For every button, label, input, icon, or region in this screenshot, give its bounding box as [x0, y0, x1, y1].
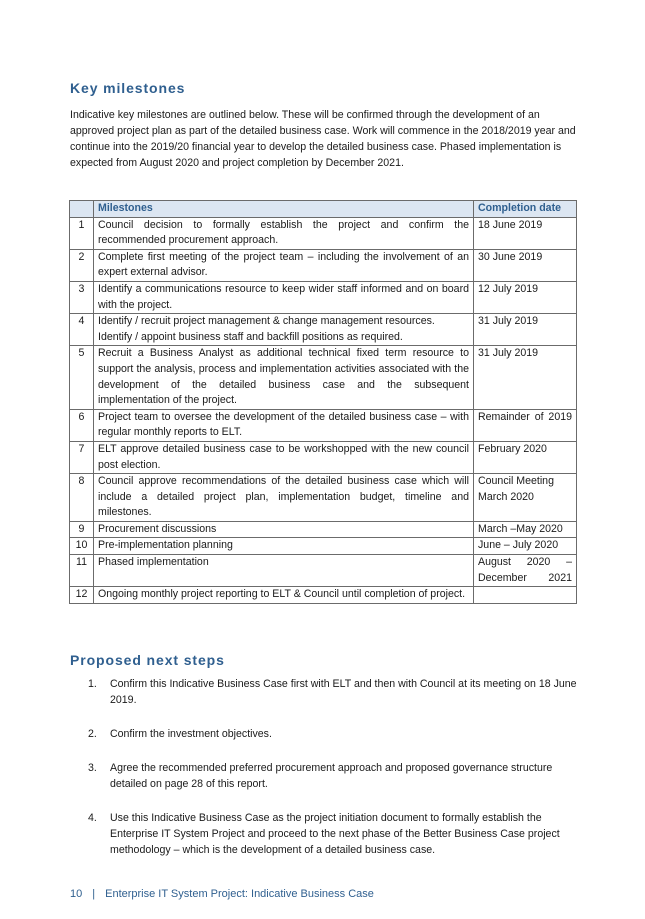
completion-date: 18 June 2019: [474, 217, 577, 249]
completion-date: June – July 2020: [474, 538, 577, 555]
row-number: 6: [70, 409, 94, 441]
table-row: [70, 314, 577, 346]
footer-separator: |: [92, 888, 96, 900]
list-item-number: 1.: [88, 678, 97, 690]
next-steps-list: [88, 676, 578, 876]
row-number: 5: [70, 346, 94, 409]
row-number: 2: [70, 249, 94, 281]
completion-date: 31 July 2019: [474, 346, 577, 409]
header-completion-date: Completion date: [474, 201, 577, 218]
completion-date: March –May 2020: [474, 521, 577, 538]
completion-date: 30 June 2019: [474, 249, 577, 281]
table-row: [70, 521, 577, 538]
footer-document-title: Enterprise IT System Project: Indicative Business Case: [105, 888, 374, 900]
milestone-description: Identify a communications resource to keep wider staff informed and on board with the project.: [94, 281, 474, 313]
milestone-description: Pre-implementation planning: [94, 538, 474, 555]
table-row: [70, 555, 577, 587]
key-milestones-heading: Key milestones: [70, 80, 186, 96]
table-row: [70, 538, 577, 555]
row-number: 12: [70, 587, 94, 604]
header-number: [70, 201, 94, 218]
completion-date: August 2020 – December 2021: [474, 555, 577, 587]
milestone-description: Procurement discussions: [94, 521, 474, 538]
milestone-description: Complete first meeting of the project team – including the involvement of an expert external advisor.: [94, 249, 474, 281]
milestone-description: Council approve recommendations of the detailed business case which will include a detailed project plan, implementation budget, timeline and milestones.: [94, 474, 474, 522]
list-item: [88, 760, 578, 792]
page-footer: [70, 888, 374, 900]
milestone-description: Identify / recruit project management & change management resources. Identify / appoint business staff and backfill positions as required.: [94, 314, 474, 346]
row-number: 9: [70, 521, 94, 538]
list-item-number: 3.: [88, 762, 97, 774]
table-row: [70, 346, 577, 409]
row-number: 3: [70, 281, 94, 313]
list-item-text: Confirm the investment objectives.: [110, 728, 272, 740]
list-item: [88, 810, 578, 858]
milestone-description: ELT approve detailed business case to be workshopped with the new council post election.: [94, 441, 474, 473]
list-item-text: Confirm this Indicative Business Case first with ELT and then with Council at its meeting on 18 June 2019.: [110, 678, 577, 706]
row-number: 8: [70, 474, 94, 522]
list-item-text: Use this Indicative Business Case as the project initiation document to formally establish the Enterprise IT System Project and proceed to the next phase of the Better Business Case project methodology – which is the development of a detailed business case.: [110, 812, 560, 856]
table-row: [70, 474, 577, 522]
completion-date: 31 July 2019: [474, 314, 577, 346]
milestone-description: Recruit a Business Analyst as additional technical fixed term resource to support the analysis, process and implementation activities associated with the development of the detailed business case and the subsequent implementation of the project.: [94, 346, 474, 409]
table-row: [70, 217, 577, 249]
completion-date: Council Meeting March 2020: [474, 474, 577, 522]
footer-page-number: 10: [70, 888, 83, 900]
completion-date: February 2020: [474, 441, 577, 473]
milestones-intro-paragraph: Indicative key milestones are outlined below. These will be confirmed through the development of an approved project plan as part of the detailed business case. Work will commence in the 2018/2019 year and continue into the 2019/20 financial year to develop the detailed business case. Phased implementation is expected from August 2020 and project completion by December 2021.: [70, 109, 576, 169]
row-number: 10: [70, 538, 94, 555]
row-number: 11: [70, 555, 94, 587]
table-row: [70, 249, 577, 281]
list-item-number: 4.: [88, 812, 97, 824]
milestone-description: Council decision to formally establish the project and confirm the recommended procurement approach.: [94, 217, 474, 249]
milestone-description: Project team to oversee the development of the detailed business case – with regular monthly reports to ELT.: [94, 409, 474, 441]
row-number: 1: [70, 217, 94, 249]
row-number: 7: [70, 441, 94, 473]
row-number: 4: [70, 314, 94, 346]
proposed-next-steps-heading: Proposed next steps: [70, 652, 225, 668]
table-row: [70, 409, 577, 441]
list-item-text: Agree the recommended preferred procurement approach and proposed governance structure detailed on page 28 of this report.: [110, 762, 553, 790]
completion-date: Remainder of 2019: [474, 409, 577, 441]
table-row: [70, 441, 577, 473]
list-item-number: 2.: [88, 728, 97, 740]
table-row: [70, 281, 577, 313]
milestone-description: Phased implementation: [94, 555, 474, 587]
list-item: [88, 676, 578, 708]
completion-date: [474, 587, 577, 604]
completion-date: 12 July 2019: [474, 281, 577, 313]
list-item: [88, 726, 578, 742]
table-header-row: [70, 201, 577, 218]
table-row: [70, 587, 577, 604]
milestones-table: [69, 200, 577, 604]
header-milestones: Milestones: [94, 201, 474, 218]
milestone-description: Ongoing monthly project reporting to ELT & Council until completion of project.: [94, 587, 474, 604]
